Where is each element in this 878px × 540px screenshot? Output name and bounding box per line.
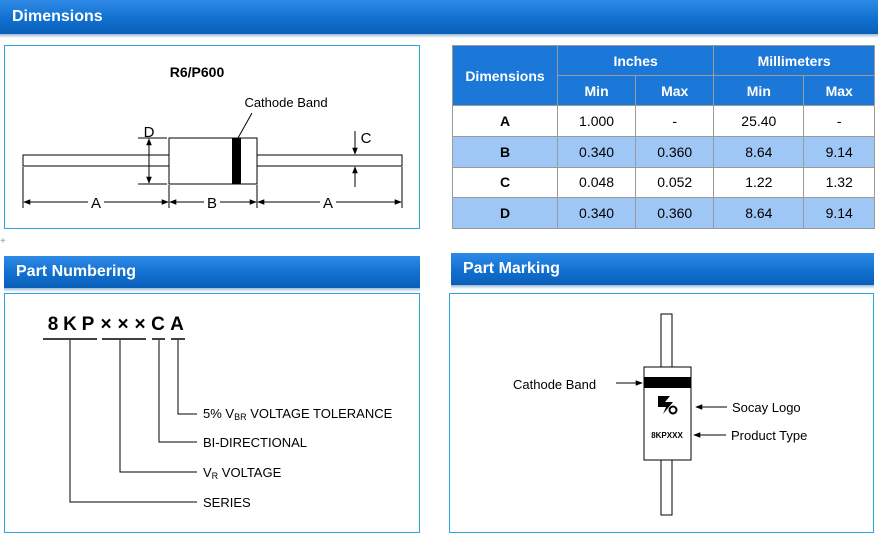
code-char: × [117,314,129,335]
dimensions-table [452,45,875,229]
mm-min-cell: 25.40 [714,106,804,137]
tolerance-label: 5% VBR VOLTAGE TOLERANCE [203,406,393,422]
table-row [453,136,875,167]
table-row [453,198,875,229]
cathode-band-leader [238,113,252,138]
millimeters-group-header: Millimeters [714,46,875,76]
code-char: P [81,314,95,335]
part-numbering-panel [4,293,420,533]
dim-cell: C [453,167,558,198]
code-char: × [134,314,146,335]
code-char: × [100,314,112,335]
voltage-label: VR VOLTAGE [203,465,282,481]
inches-min-cell: 0.340 [558,136,636,167]
mm-min-cell: 8.64 [714,198,804,229]
right-lead [257,155,402,166]
plus-marker-icon: + [0,236,6,247]
package-outline-drawing [5,46,421,230]
cathode-band-label: Cathode Band [513,377,597,392]
mm-min-cell: 1.22 [714,167,804,198]
a-left-label: A [90,195,102,212]
inches-max-header: Max [636,76,714,106]
inches-min-header: Min [558,76,636,106]
inches-min-cell: 1.000 [558,106,636,137]
cathode-band [232,138,241,184]
part-marking-diagram [450,294,875,534]
diode-body [169,138,257,184]
mm-max-cell: 9.14 [804,198,875,229]
a-right-label: A [322,195,334,212]
d-label: D [143,124,155,141]
dim-cell: B [453,136,558,167]
dim-cell: A [453,106,558,137]
c-label: C [360,130,372,147]
part-marking-panel [449,293,874,533]
mm-max-cell: 9.14 [804,136,875,167]
logo-label: Socay Logo [732,400,801,415]
package-name: R6/P600 [169,64,225,80]
dimensions-col-header: Dimensions [453,46,558,106]
inches-max-cell: 0.360 [636,198,714,229]
inches-min-cell: 0.340 [558,198,636,229]
part-marking-header: Part Marking [451,253,874,285]
inches-group-header: Inches [558,46,714,76]
dim-cell: D [453,198,558,229]
header-shadow [0,34,878,38]
inches-max-cell: 0.360 [636,136,714,167]
code-char: 8 [47,314,59,335]
table-row [453,167,875,198]
bidirectional-label: BI-DIRECTIONAL [203,435,308,450]
mm-min-header: Min [714,76,804,106]
mm-max-cell: 1.32 [804,167,875,198]
inches-max-cell: - [636,106,714,137]
inches-max-cell: 0.052 [636,167,714,198]
dimensions-header: Dimensions [0,0,878,34]
left-lead [23,155,169,166]
marked-cathode-band [644,377,691,388]
series-label: SERIES [203,495,251,510]
product-type-label: Product Type [731,428,808,443]
package-drawing-panel [4,45,420,229]
code-char: A [170,314,184,335]
inches-min-cell: 0.048 [558,167,636,198]
mm-max-cell: - [804,106,875,137]
table-row [453,106,875,137]
bottom-lead [661,460,672,515]
part-numbering-diagram [5,294,421,534]
tolerance-leader [178,340,197,414]
mm-max-header: Max [804,76,875,106]
cathode-band-label: Cathode Band [244,95,328,110]
code-char: C [151,314,165,335]
part-numbering-header: Part Numbering [4,256,420,288]
product-code-marking: 8KPXXX [651,431,683,440]
header-shadow [451,285,874,289]
mm-min-cell: 8.64 [714,136,804,167]
b-label: B [206,195,218,212]
header-shadow [4,288,420,292]
top-lead [661,314,672,367]
code-char: K [63,314,77,335]
